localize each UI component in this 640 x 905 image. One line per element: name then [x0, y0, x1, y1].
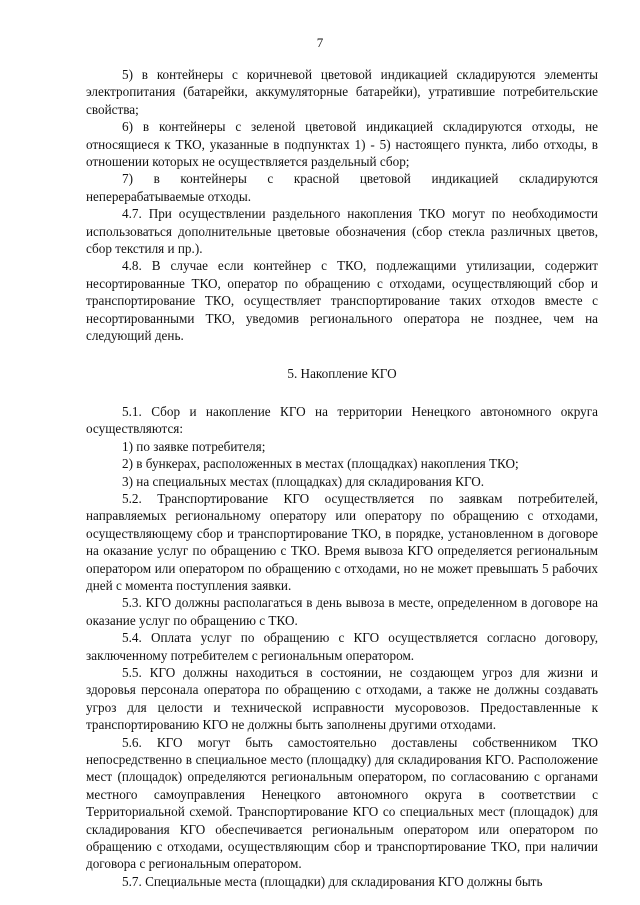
- paragraph: 4.7. При осуществлении раздельного накопления ТКО могут по необходимости использоваться дополнительные цветовые обозначения (сбор стекла различных цветов, сбор текстиля и пр.).: [86, 206, 598, 257]
- paragraph: 5.5. КГО должны находиться в состоянии, не создающем угроз для жизни и здоровья персонала оператора по обращению с отходами, а также не должны создавать угроз для целости и технической исправности мусоровозов. Предоставленные к транспортированию КГО не должны быть заполнены другими отходами.: [86, 665, 598, 733]
- paragraph: 5) в контейнеры с коричневой цветовой индикацией складируются элементы электропитания (батарейки, аккумуляторные батарейки), утратившие потребительские свойства;: [86, 67, 598, 117]
- list-item: 2) в бункерах, расположенных в местах (площадках) накопления ТКО;: [122, 456, 519, 472]
- list-item: 1) по заявке потребителя;: [122, 438, 266, 454]
- paragraph: 5.2. Транспортирование КГО осуществляется по заявкам потребителей, направляемых региональному оператору или оператору по обращению с отходами, осуществляющему сбор и транспортирование ТКО, в порядке, установленном в договоре на оказание услуг по обращению с ТКО. Время вывоза КГО определяется региональным оператором или оператором по обращению с отходами, но не может превышать 5 рабочих дней с момента поступления заявки.: [86, 490, 598, 593]
- paragraph: 5.7. Специальные места (площадки) для складирования КГО должны быть: [122, 873, 543, 889]
- section-5: [86, 403, 598, 890]
- list-item: 3) на специальных местах (площадках) для складирования КГО.: [122, 473, 485, 489]
- paragraph: 5.4. Оплата услуг по обращению с КГО осуществляется согласно договору, заключенному потребителем с региональным оператором.: [86, 630, 598, 663]
- paragraph: 5.1. Сбор и накопление КГО на территории Ненецкого автономного округа осуществляются:: [86, 403, 598, 437]
- paragraph: 5.3. КГО должны располагаться в день вывоза в месте, определенном в договоре на оказание услуг по обращению с ТКО.: [86, 595, 598, 628]
- paragraph: 5.6. КГО могут быть самостоятельно доставлены собственником ТКО непосредственно в специальное место (площадку) для складирования КГО. Расположение мест (площадок) определяются региональным оператором, по согласованию с органами местного самоуправления Ненецкого автономного округа в соответствии с Территориальной схемой. Транспортирование КГО со специальных мест (площадок) для складирования КГО обеспечивается региональным оператором или оператором по обращению с отходами, осуществляющим сбор и транспортирование ТКО, при наличии договора с региональным оператором.: [86, 734, 598, 872]
- document-body: [86, 66, 598, 890]
- section-4-tail: [86, 66, 598, 345]
- section-heading: 5. Накопление КГО: [287, 365, 397, 381]
- page-number: 7: [316, 35, 324, 50]
- paragraph: 6) в контейнеры с зеленой цветовой индикацией складируются отходы, не относящиеся к ТКО, указанные в подпунктах 1) - 5) настоящего пункта, либо отходы, в отношении которых не осуществляется раздельный сбор;: [86, 119, 598, 170]
- paragraph: 7) в контейнеры с красной цветовой индикацией складируются неперерабатываемые отходы.: [86, 171, 598, 204]
- paragraph: 4.8. В случае если контейнер с ТКО, подлежащими утилизации, содержит несортированные ТКО, оператор по обращению с отходами, осуществляющий сбор и транспортирование ТКО, осуществляет транспортирование таких отходов вместе с несортированными ТКО, уведомив регионального оператора не позднее, чем на следующий день.: [86, 258, 598, 344]
